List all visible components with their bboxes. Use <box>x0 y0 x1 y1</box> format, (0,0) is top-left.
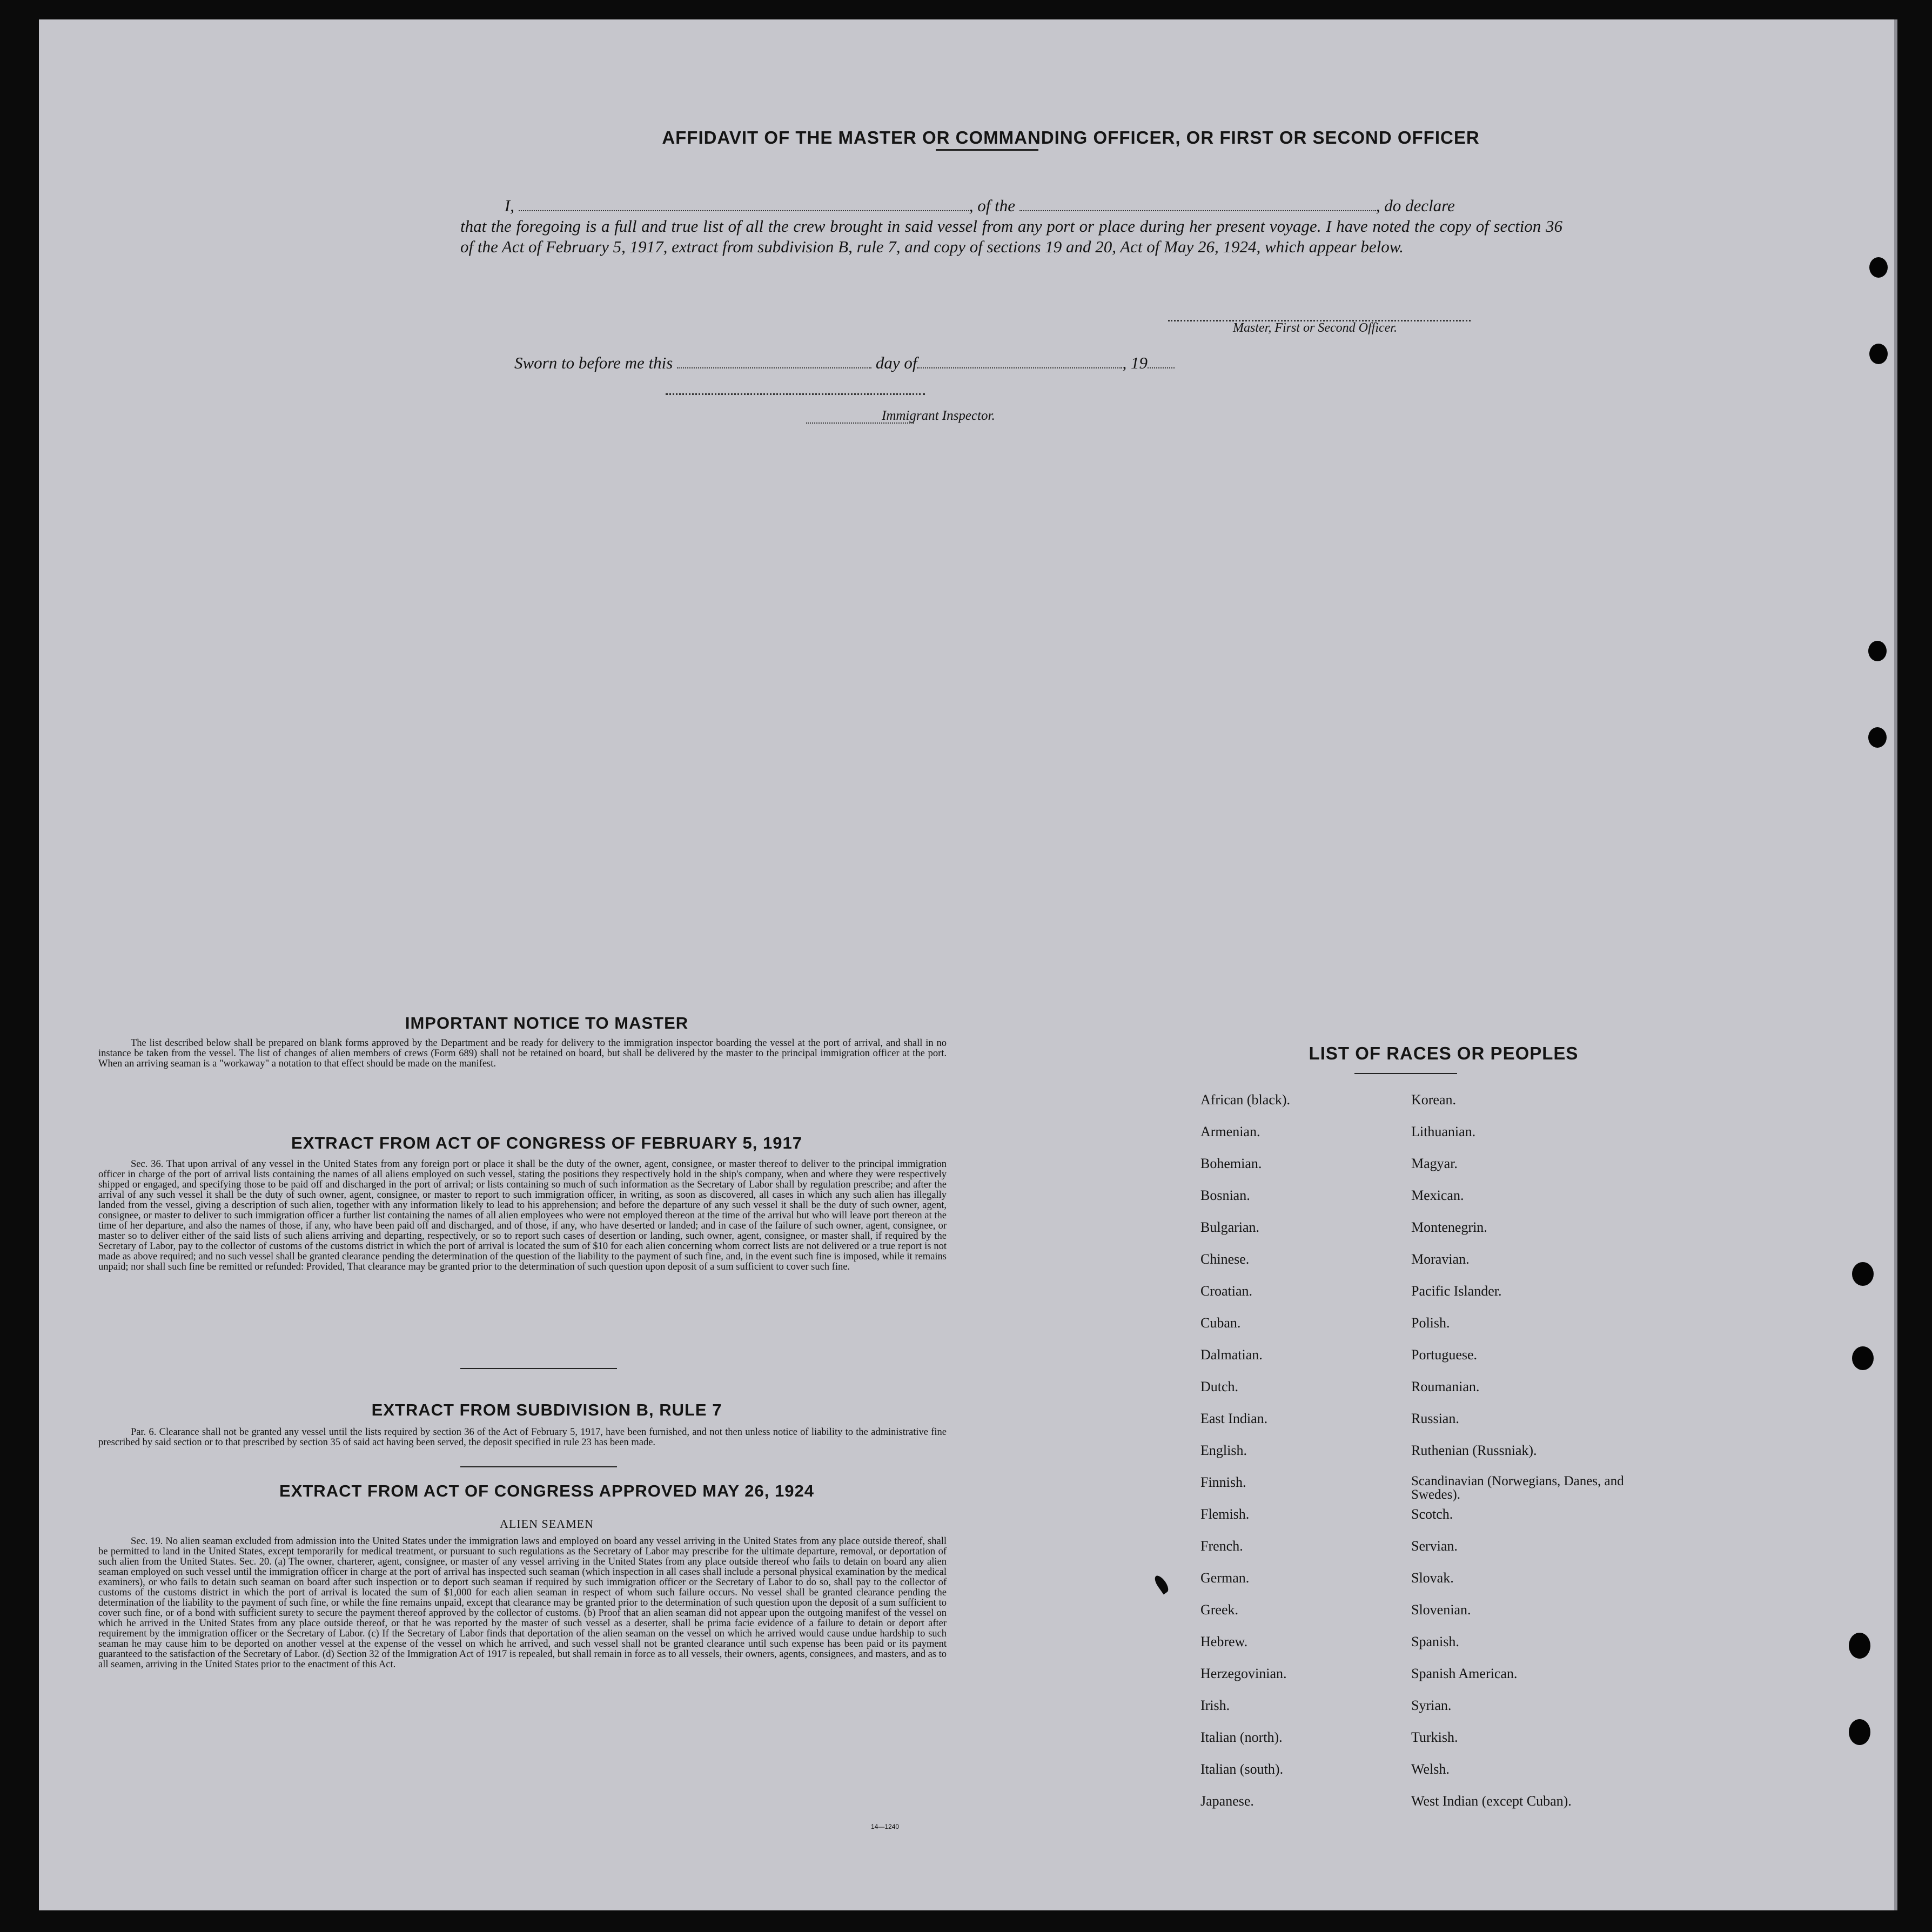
list-item: Slovak. <box>1411 1570 1454 1586</box>
list-item: Polish. <box>1411 1315 1450 1331</box>
list-item: Scandinavian (Norwegians, Danes, and Swedes). <box>1411 1474 1624 1502</box>
sworn-month-field[interactable] <box>917 355 1122 368</box>
notice-body: The list described below shall be prepared on blank forms approved by the Department and be ready for delivery to the immigration inspector boarding the vessel at the port of arrival, and shall in no instance be taken from the vessel. The list of changes of alien members of crews (Form 689) shall not be retained on board, but shall be delivered by the master to the principal immigration officer at the port. When an arriving seaman is a "workaway" a notation to that effect should be made on the manifest. <box>98 1038 947 1069</box>
list-item: Syrian. <box>1411 1698 1452 1713</box>
alien-seamen-subtitle: ALIEN SEAMEN <box>500 1517 594 1531</box>
punch-hole <box>1852 1262 1874 1286</box>
list-item: Pacific Islander. <box>1411 1283 1502 1299</box>
title-rule <box>936 149 1038 151</box>
form-number: 14—1240 <box>871 1823 900 1830</box>
sworn-line <box>514 353 1325 373</box>
list-item: Roumanian. <box>1411 1379 1480 1394</box>
extract-1924-title: EXTRACT FROM ACT OF CONGRESS APPROVED MAY 26, 1924 <box>279 1481 814 1500</box>
punch-hole <box>1849 1633 1870 1659</box>
punch-hole <box>1868 641 1887 661</box>
extract-rule7-title: EXTRACT FROM SUBDIVISION B, RULE 7 <box>371 1400 722 1419</box>
list-item: Scotch. <box>1411 1506 1453 1522</box>
list-item: Moravian. <box>1411 1251 1470 1267</box>
list-item: West Indian (except Cuban). <box>1411 1793 1572 1809</box>
list-item: Herzegovinian. <box>1200 1666 1287 1681</box>
list-item: Ruthenian (Russniak). <box>1411 1443 1537 1458</box>
list-item: Montenegrin. <box>1411 1219 1487 1235</box>
sworn-day-field[interactable] <box>677 355 871 368</box>
list-item: Turkish. <box>1411 1729 1458 1745</box>
declaration-first-line <box>460 196 1562 216</box>
list-item: Italian (north). <box>1200 1729 1283 1745</box>
extract-1917-title: EXTRACT FROM ACT OF CONGRESS OF FEBRUARY 5, 1917 <box>291 1133 802 1152</box>
inspector-caption: Immigrant Inspector. <box>882 408 995 423</box>
list-item: East Indian. <box>1200 1411 1268 1426</box>
sworn-year-field[interactable] <box>1148 355 1175 368</box>
races-title: LIST OF RACES OR PEOPLES <box>1309 1043 1579 1063</box>
list-item: Cuban. <box>1200 1315 1241 1331</box>
list-item: Bulgarian. <box>1200 1219 1260 1235</box>
list-item: African (black). <box>1200 1092 1291 1108</box>
affidavit-title: AFFIDAVIT OF THE MASTER OR COMMANDING OFFICER, OR FIRST OR SECOND OFFICER <box>662 128 1480 147</box>
declaration-body: that the foregoing is a full and true list of all the crew brought in said vessel from any port or place during her present voyage. I have noted the copy of section 36 of the Act of February 5, 1917, extract from subdivision B, rule 7, and copy of sections 19 and 20, Act of May 26, 1924, which appear below. <box>460 217 1562 256</box>
ink-speck <box>1152 1574 1171 1595</box>
list-item: Dalmatian. <box>1200 1347 1263 1363</box>
do-declare-label: , do declare <box>1376 196 1455 215</box>
list-item: Mexican. <box>1411 1188 1464 1203</box>
extract-1917-body: Sec. 36. That upon arrival of any vessel in the United States from any foreign port or place it shall be the duty of the owner, agent, consignee, or master thereof to deliver to the principal immigration officer in charge of the port of arrival lists containing the names of all aliens employed on such vessel, stating the positions they respectively hold in the ship's company, when and where they were respectively shipped or engaged, and specifying those to be paid off and discharged in the port of arrival; or lists containing so much of such information as the Secretary of Labor shall by regulation prescribe; and after the arrival of any such vessel it shall be the duty of such owner, agent, consignee, or master to report to such immigration officer, in writing, as soon as discovered, all cases in which any such alien has illegally landed from the vessel, giving a description of such alien, together with any information likely to lead to his apprehension; and before the departure of any such vessel it shall be the duty of such owner, agent, consignee, or master to deliver to such immigration officer a further list containing the names of all alien employees who were not employed thereon at the time of the arrival but who will leave port thereon at the time of her departure, and also the names of those, if any, who have been paid off and discharged, and of those, if any, who have deserted or landed; and in case of the failure of such owner, agent, consignee, or master so to deliver either of the said lists of such aliens arriving and departing, respectively, or so to report such cases of desertion or landing, such owner, agent, consignee, or master shall, if required by the Secretary of Labor, pay to the collector of customs of the customs district in which the port of arrival is located the sum of $10 for each alien concerning whom correct lists are not delivered or a true report is not made as above required; and no such vessel shall be granted clearance pending the determination of the question of the liability to the payment of such fine, and, in the event such fine is imposed, while it remains unpaid; nor shall such fine be remitted or refunded: Provided, That clearance may be granted prior to the determination of such question upon deposit of a sum sufficient to cover such fine. <box>98 1159 947 1272</box>
list-item: Spanish. <box>1411 1634 1459 1649</box>
sworn-year: , 19 <box>1122 353 1148 372</box>
list-item: Finnish. <box>1200 1474 1246 1490</box>
list-item: Welsh. <box>1411 1761 1450 1777</box>
list-item: Dutch. <box>1200 1379 1239 1394</box>
of-the-label: , of the <box>969 196 1015 215</box>
list-item: Korean. <box>1411 1092 1457 1108</box>
punch-hole <box>1868 727 1887 748</box>
inspector-signature-line[interactable] <box>666 393 925 395</box>
punch-hole <box>1849 1719 1870 1745</box>
notice-title: IMPORTANT NOTICE TO MASTER <box>405 1014 689 1032</box>
list-item: Chinese. <box>1200 1251 1250 1267</box>
sworn-prefix: Sworn to before me this <box>514 353 673 372</box>
list-item: Bohemian. <box>1200 1156 1262 1171</box>
list-item: Russian. <box>1411 1411 1459 1426</box>
list-item: Flemish. <box>1200 1506 1250 1522</box>
divider-rule7 <box>460 1466 617 1467</box>
list-item: Croatian. <box>1200 1283 1253 1299</box>
list-item: Bosnian. <box>1200 1188 1250 1203</box>
list-item: French. <box>1200 1538 1243 1554</box>
sworn-day-of: day of <box>875 353 917 372</box>
list-item: Magyar. <box>1411 1156 1458 1171</box>
vessel-field[interactable] <box>1019 197 1376 211</box>
races-title-rule <box>1354 1073 1457 1074</box>
divider-1917 <box>460 1368 617 1369</box>
list-item: Portuguese. <box>1411 1347 1478 1363</box>
list-item: Spanish American. <box>1411 1666 1518 1681</box>
list-item: Greek. <box>1200 1602 1239 1618</box>
extract-1924-body: Sec. 19. No alien seaman excluded from admission into the United States under the immigration laws and employed on board any vessel arriving in the United States from any place outside thereof, shall be permitted to land in the United States, except temporarily for medical treatment, or pursuant to such regulations as the Secretary of Labor may prescribe for the ultimate departure, removal, or deportation of such alien from the United States. Sec. 20. (a) The owner, charterer, agent, consignee, or master of any vessel arriving in the United States from any place outside thereof who fails to detain on board any alien seaman employed on such vessel until the immigration officer in charge at the port of arrival has inspected such seaman (which inspection in all cases shall include a personal physical examination by the medical examiners), or who fails to detain such seaman on board after such inspection or to deport such seaman if required by such immigration officer or the Secretary of Labor to do so, shall pay to the collector of customs of the customs district in which the port of arrival is located the sum of $1,000 for each alien seaman in respect of whom such failure occurs. No vessel shall be granted clearance pending the determination of the liability to the payment of such fine, or while the fine remains unpaid, except that clearance may be granted prior to the determination of such question upon the deposit of a sum sufficient to cover such fine, or of a bond with sufficient surety to secure the payment thereof approved by the collector of customs. (b) Proof that an alien seaman did not appear upon the outgoing manifest of the vessel on which he arrived in the United States from any place outside thereof, or that he was reported by the master of such vessel as a deserter, shall be prima facie evidence of a failure to detain or deport after requirement by the immigration officer or the Secretary of Labor. (c) If the Secretary of Labor finds that deportation of the alien seaman on the vessel on which he arrived would cause undue hardship to such seaman he may cause him to be deported on another vessel at the expense of the vessel on which he arrived, and such vessel shall not be granted clearance until such expense has been paid or its payment guaranteed to the satisfaction of the Secretary of Labor. (d) Section 32 of the Immigration Act of 1917 is repealed, but shall remain in force as to all vessels, their owners, agents, consignees, and masters, and as to all seamen, arriving in the United States prior to the enactment of this Act. <box>98 1536 947 1670</box>
list-item: Italian (south). <box>1200 1761 1284 1777</box>
extract-rule7-body: Par. 6. Clearance shall not be granted any vessel until the lists required by section 36 of the Act of February 5, 1917, have been furnished, and not then unless notice of liability to the administrative fine prescribed by said section or to that prescribed by section 35 of said act having been served, the deposit specified in rule 23 has been made. <box>98 1427 947 1448</box>
master-caption: Master, First or Second Officer. <box>1233 321 1397 335</box>
list-item: Servian. <box>1411 1538 1458 1554</box>
list-item: German. <box>1200 1570 1250 1586</box>
list-item: Slovenian. <box>1411 1602 1471 1618</box>
declaration <box>460 196 1562 257</box>
list-item: English. <box>1200 1443 1247 1458</box>
punch-hole <box>1852 1346 1874 1370</box>
list-item: Armenian. <box>1200 1124 1260 1139</box>
races-right-column <box>1411 1092 1638 1825</box>
punch-hole <box>1869 344 1888 364</box>
races-left-column <box>1200 1092 1290 1825</box>
name-field[interactable] <box>519 197 969 211</box>
list-item: Irish. <box>1200 1698 1230 1713</box>
punch-hole <box>1869 257 1888 278</box>
i-label: I, <box>504 196 514 215</box>
list-item: Lithuanian. <box>1411 1124 1476 1139</box>
form-page <box>39 19 1897 1910</box>
list-item: Japanese. <box>1200 1793 1254 1809</box>
list-item: Hebrew. <box>1200 1634 1248 1649</box>
